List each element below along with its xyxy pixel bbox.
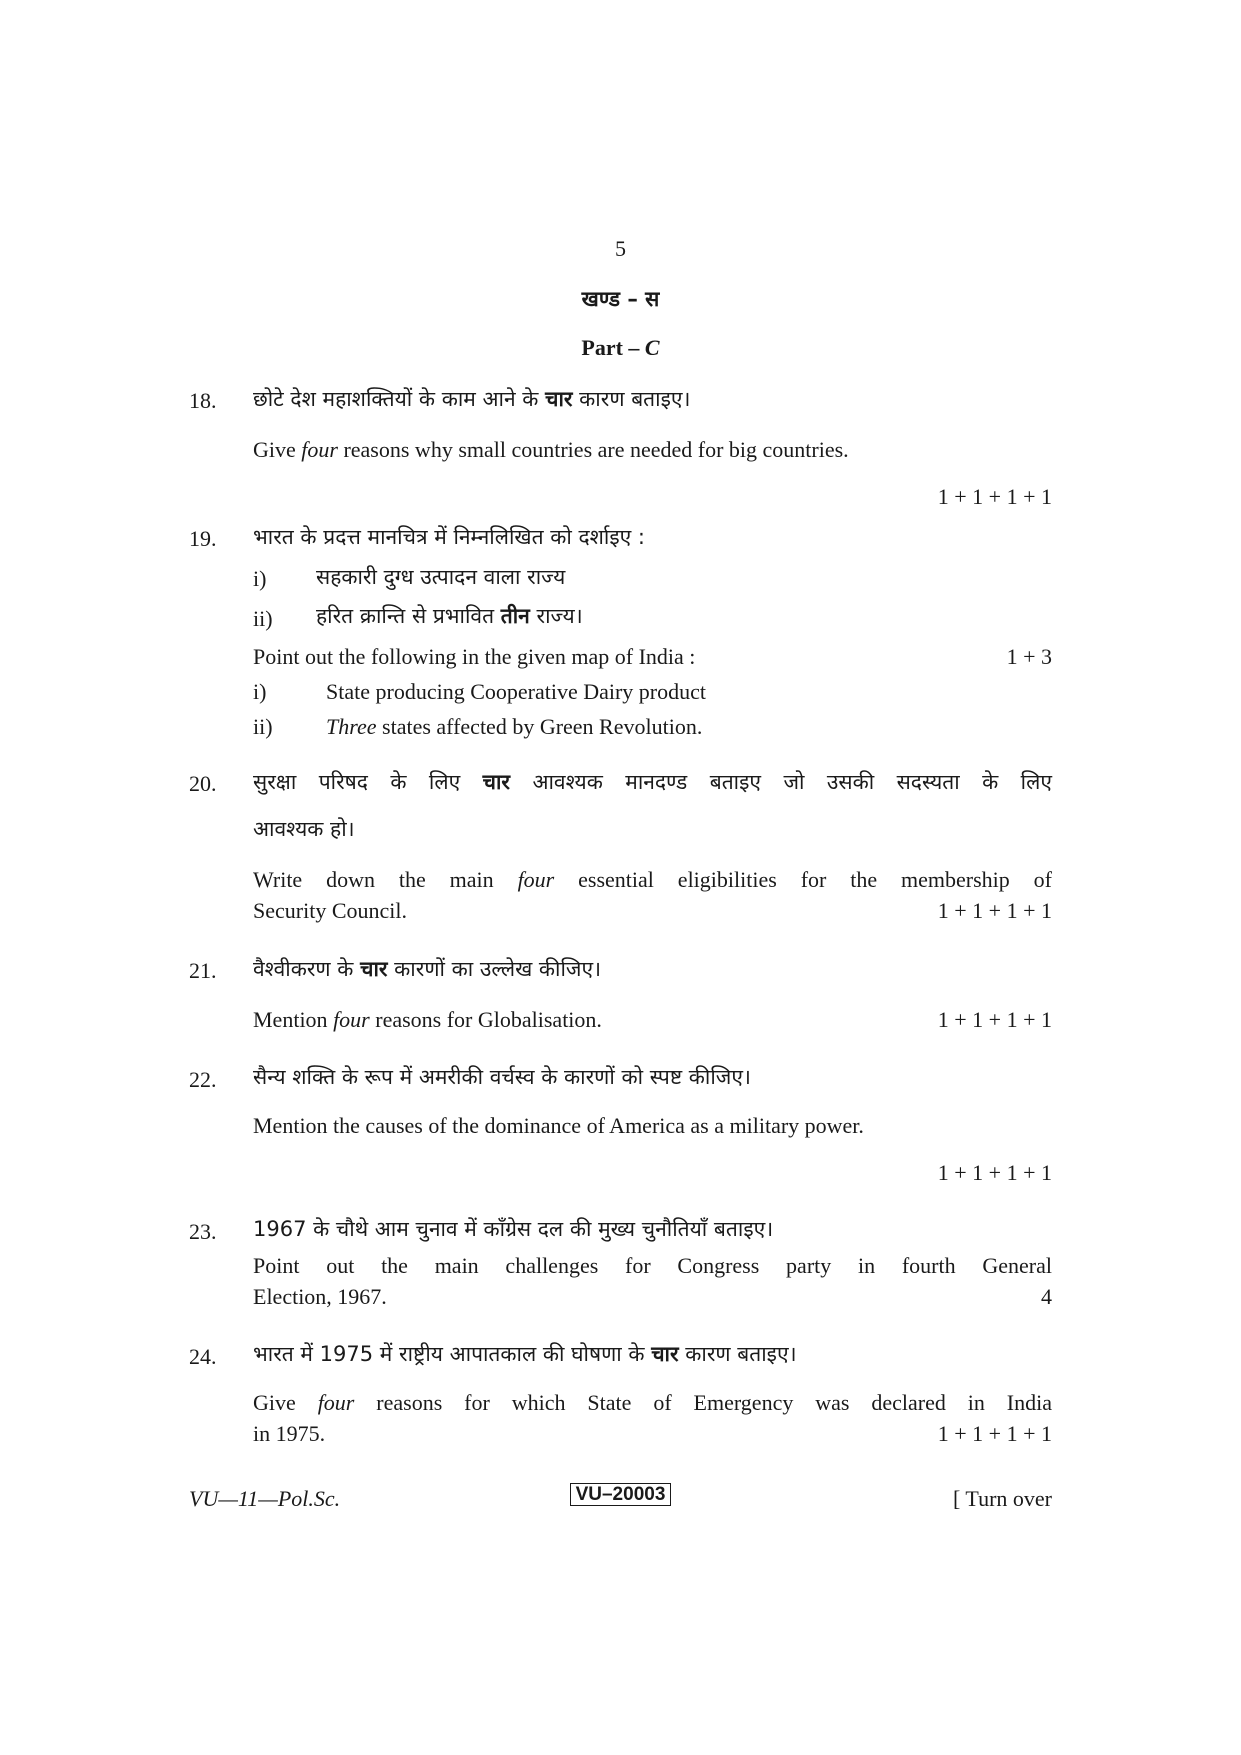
q21-english: Mention four reasons for Globalisation. xyxy=(253,1007,602,1032)
q23-marks: 4 xyxy=(1041,1284,1052,1309)
q19-hindi-i-label: i) xyxy=(253,566,267,591)
q23-hindi: 1967 के चौथे आम चुनाव में काँग्रेस दल की मुख्य चुनौतियाँ बताइए। xyxy=(253,1217,774,1241)
part-heading: Part – C xyxy=(581,335,660,360)
footer-turn-over: [ Turn over xyxy=(952,1486,1052,1511)
q19-hindi-ii: हरित क्रान्ति से प्रभावित तीन राज्य। xyxy=(316,604,583,628)
q19-english: Point out the following in the given map of India : xyxy=(253,644,696,669)
q18-hindi: छोटे देश महाशक्तियों के काम आने के चार कारण बताइए। xyxy=(253,387,691,411)
q20-english-line1: Write down the main four essential eligibilities for the membership of xyxy=(253,867,1053,892)
q20-hindi-line1: सुरक्षा परिषद के लिए चार आवश्यक मानदण्ड बताइए जो उसकी सदस्यता के लिए xyxy=(253,770,1052,794)
footer-exam-code: VU–20003 xyxy=(570,1483,672,1506)
q20-english-line2: Security Council. xyxy=(253,898,407,923)
q19-marks: 1 + 3 xyxy=(1006,644,1052,669)
q19-english-ii-label: ii) xyxy=(253,714,273,739)
q20-hindi-line2: आवश्यक हो। xyxy=(253,817,355,841)
q18-marks: 1 + 1 + 1 + 1 xyxy=(937,484,1052,509)
q24-marks: 1 + 1 + 1 + 1 xyxy=(937,1421,1052,1446)
page-number: 5 xyxy=(615,236,626,261)
q19-english-i-label: i) xyxy=(253,679,267,704)
q23-english-line2: Election, 1967. xyxy=(253,1284,387,1309)
question-number-20: 20. xyxy=(189,771,217,796)
q19-english-i: State producing Cooperative Dairy product xyxy=(326,679,707,704)
footer-paper-code: VU—11—Pol.Sc. xyxy=(189,1486,341,1511)
q24-english-line1: Give four reasons for which State of Emergency was declared in India xyxy=(253,1390,1053,1415)
q23-english-line1: Point out the main challenges for Congress party in fourth General xyxy=(253,1253,1052,1278)
q24-english-line2: in 1975. xyxy=(253,1421,326,1446)
q19-hindi-ii-label: ii) xyxy=(253,606,273,631)
section-heading-hindi: खण्ड – स xyxy=(581,287,660,311)
q19-english-ii: Three states affected by Green Revolution. xyxy=(326,714,703,739)
question-number-24: 24. xyxy=(189,1344,217,1369)
q22-marks: 1 + 1 + 1 + 1 xyxy=(937,1160,1052,1185)
q21-hindi: वैश्वीकरण के चार कारणों का उल्लेख कीजिए। xyxy=(253,957,602,981)
footer-code-box-wrap xyxy=(520,1484,721,1506)
q22-english: Mention the causes of the dominance of America as a military power. xyxy=(253,1113,864,1138)
q21-marks: 1 + 1 + 1 + 1 xyxy=(937,1007,1052,1032)
q24-hindi: भारत में 1975 में राष्ट्रीय आपातकाल की घोषणा के चार कारण बताइए। xyxy=(253,1342,797,1366)
q18-english: Give four reasons why small countries are needed for big countries. xyxy=(253,437,849,462)
question-number-19: 19. xyxy=(189,526,217,551)
q19-hindi: भारत के प्रदत्त मानचित्र में निम्नलिखित को दर्शाइए : xyxy=(253,525,646,549)
question-number-22: 22. xyxy=(189,1067,217,1092)
q20-marks: 1 + 1 + 1 + 1 xyxy=(937,898,1052,923)
question-number-21: 21. xyxy=(189,958,217,983)
q22-hindi: सैन्य शक्ति के रूप में अमरीकी वर्चस्व के कारणों को स्पष्ट कीजिए। xyxy=(253,1065,751,1089)
question-number-18: 18. xyxy=(189,388,217,413)
question-number-23: 23. xyxy=(189,1219,217,1244)
q19-hindi-i: सहकारी दुग्ध उत्पादन वाला राज्य xyxy=(316,565,566,589)
